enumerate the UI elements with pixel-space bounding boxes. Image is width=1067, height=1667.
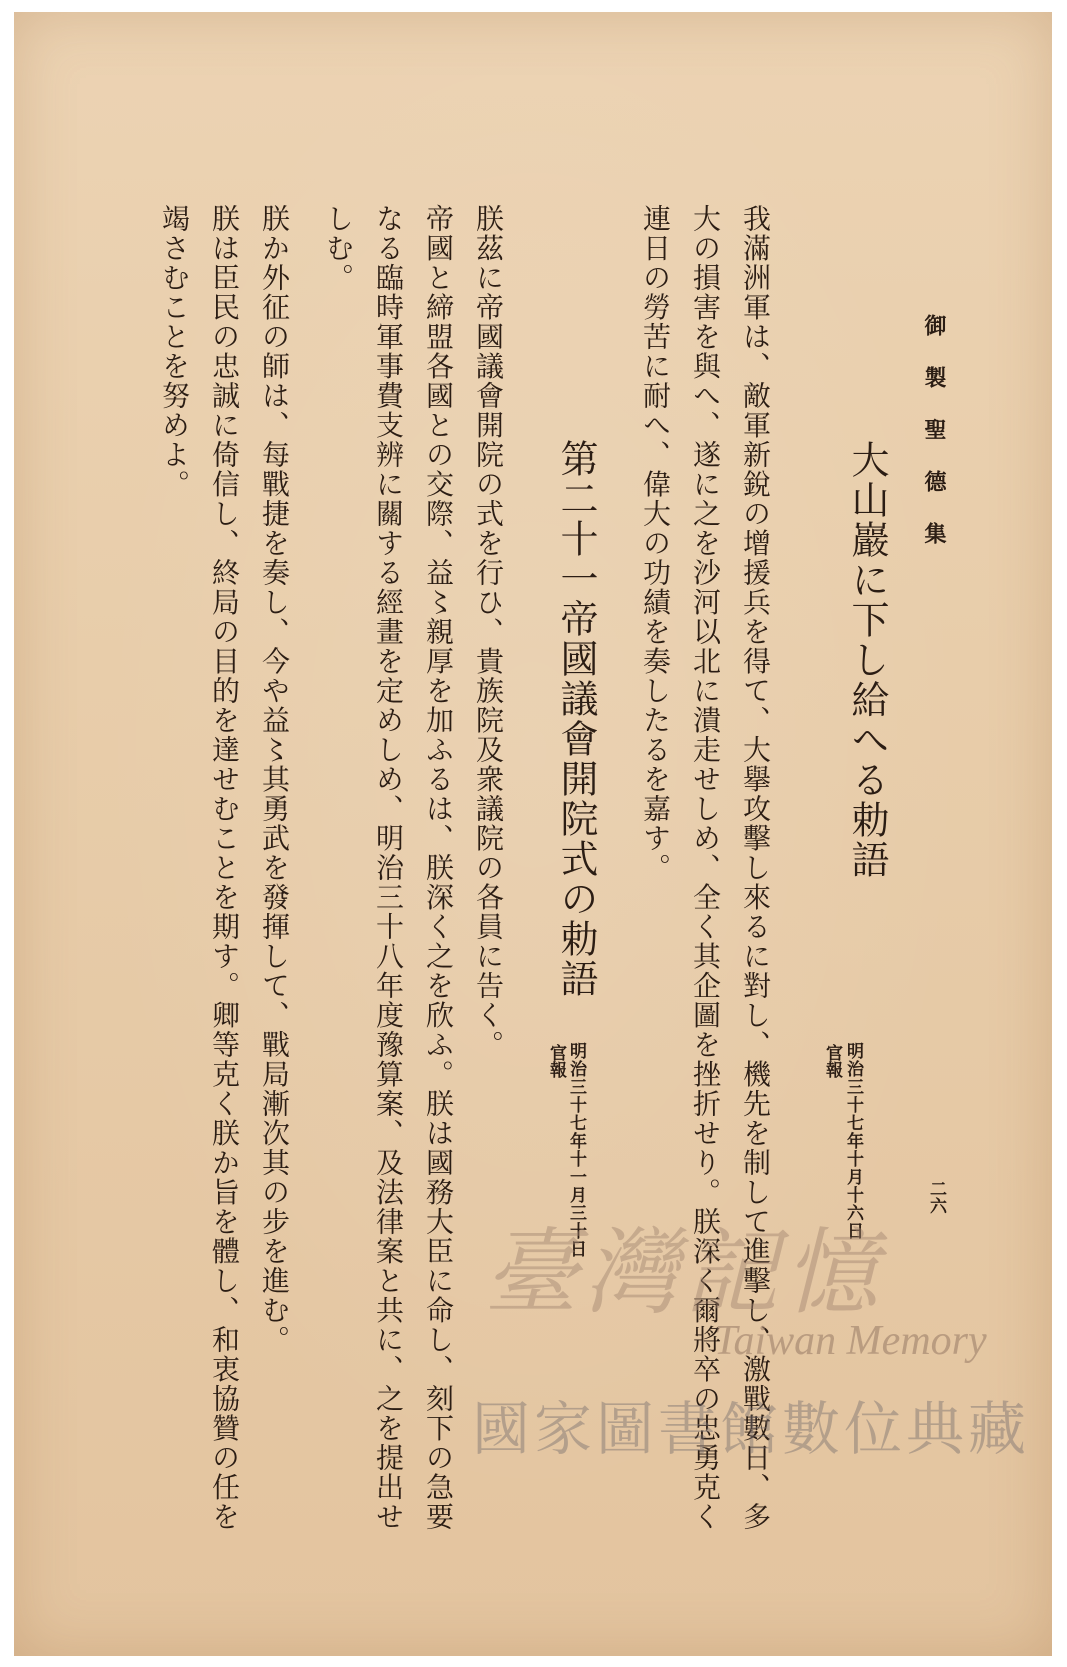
section2-line-5: 朕か外征の師は、每戰捷を奏し、今や益〻其勇武を發揮して、戰局漸次其の步を進む。: [258, 204, 291, 1355]
section2-line-7: 竭さむことを努めよ。: [158, 204, 191, 499]
watermark-logo: 臺灣記憶: [484, 1219, 885, 1328]
section1-line-3: 連日の勞苦に耐へ、偉大の功績を奏したるを嘉す。: [639, 204, 672, 883]
section1-line-1: 我滿洲軍は、敵軍新銳の增援兵を得て、大擧攻擊し來るに對し、機先を制して進擊し、激戰數日、多: [739, 204, 772, 1532]
section2-line-4: しむ。: [322, 204, 355, 293]
section2-line-2: 帝國と締盟各國との交際、益〻親厚を加ふるは、朕深く之を欣ふ。朕は國務大臣に命し、刻下の急要: [422, 204, 455, 1532]
watermark-english: Taiwan Memory: [714, 1318, 987, 1364]
document-page: [14, 12, 1052, 1656]
watermark-library: 國家圖書館數位典藏: [472, 1395, 1031, 1463]
section2-source-date: 明治三十七年十一月三十日: [566, 1042, 586, 1258]
section1-source-date: 明治三十七年十月十六日: [843, 1042, 863, 1240]
section1-source-name: 官報: [822, 1044, 842, 1078]
section2-line-1: 朕茲に帝國議會開院の式を行ひ、貴族院及衆議院の各員に告く。: [472, 204, 505, 1060]
section2-line-6: 朕は臣民の忠誠に倚信し、終局の目的を達せむことを期す。卿等克く朕か旨を體し、和衷協贊の任を: [208, 204, 241, 1532]
section1-line-2: 大の損害を與へ、遂に之を沙河以北に潰走せしめ、全く其企圖を挫折せり。朕深く爾將卒の忠勇克く: [689, 204, 722, 1532]
section2-line-3: なる臨時軍事費支辨に關する經畫を定めしめ、明治三十八年度豫算案、及法律案と共に、之を提出せ: [372, 204, 405, 1532]
book-title-header: 御製聖德集: [921, 314, 947, 574]
section2-title: 第二十一帝國議會開院式の勅語: [554, 439, 598, 999]
page-number: 二六: [926, 1180, 946, 1214]
section2-source-name: 官報: [546, 1044, 566, 1078]
section1-title: 大山巖に下し給へる勅語: [845, 440, 889, 880]
